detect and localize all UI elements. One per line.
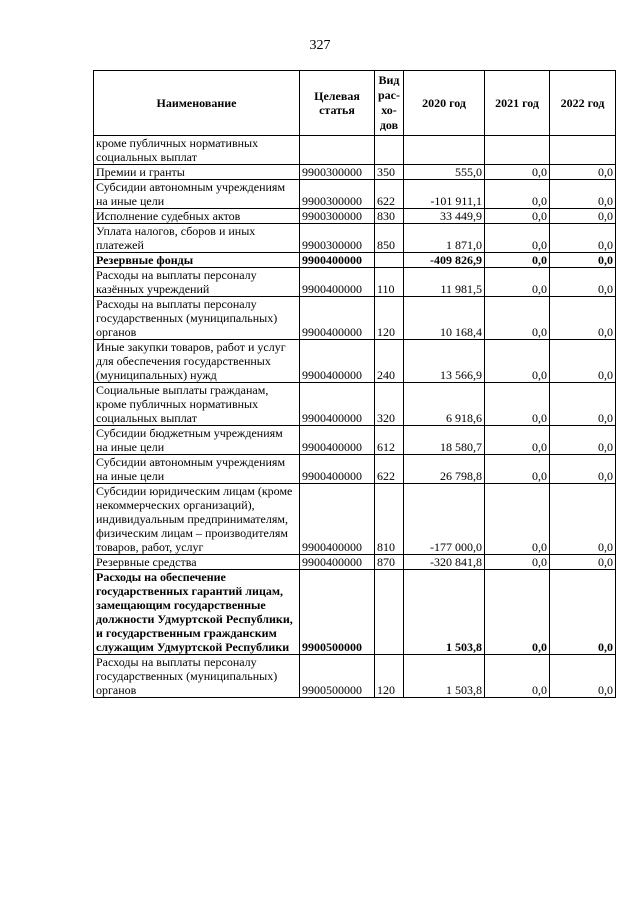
cell-2021: 0,0 <box>485 555 550 570</box>
cell-kind: 810 <box>375 484 404 555</box>
cell-target <box>300 136 375 165</box>
cell-target: 9900300000 <box>300 165 375 180</box>
cell-2022 <box>550 136 616 165</box>
cell-2022: 0,0 <box>550 455 616 484</box>
cell-kind: 830 <box>375 209 404 224</box>
cell-2021 <box>485 136 550 165</box>
table-row <box>94 655 616 698</box>
cell-2020: -101 911,1 <box>404 180 485 209</box>
cell-2020: -177 000,0 <box>404 484 485 555</box>
cell-target: 9900400000 <box>300 253 375 268</box>
cell-target: 9900400000 <box>300 383 375 426</box>
cell-2020: 1 871,0 <box>404 224 485 253</box>
cell-2022: 0,0 <box>550 555 616 570</box>
cell-2022: 0,0 <box>550 180 616 209</box>
cell-2021: 0,0 <box>485 455 550 484</box>
header-2020: 2020 год <box>404 71 485 136</box>
cell-2022: 0,0 <box>550 253 616 268</box>
table-row <box>94 165 616 180</box>
cell-name: Расходы на обеспечение государственных гарантий лицам, замещающим государственные должности Удмуртской Республики, и государственным гражданским служащим Удмуртской Республики <box>94 570 300 655</box>
cell-2022: 0,0 <box>550 426 616 455</box>
table-row <box>94 570 616 655</box>
cell-name: Исполнение судебных актов <box>94 209 300 224</box>
cell-kind: 622 <box>375 180 404 209</box>
cell-name: Расходы на выплаты персоналу государственных (муниципальных) органов <box>94 297 300 340</box>
table-row <box>94 340 616 383</box>
table-row <box>94 209 616 224</box>
cell-2020: 555,0 <box>404 165 485 180</box>
cell-kind: 870 <box>375 555 404 570</box>
cell-2021: 0,0 <box>485 383 550 426</box>
table-row <box>94 224 616 253</box>
cell-kind <box>375 136 404 165</box>
header-kind: Вид рас-хо-дов <box>375 71 404 136</box>
budget-table <box>93 70 616 698</box>
cell-2020: 26 798,8 <box>404 455 485 484</box>
cell-2021: 0,0 <box>485 268 550 297</box>
header-target: Целевая статья <box>300 71 375 136</box>
cell-2021: 0,0 <box>485 253 550 268</box>
cell-2021: 0,0 <box>485 484 550 555</box>
cell-2021: 0,0 <box>485 209 550 224</box>
table-row <box>94 136 616 165</box>
cell-kind <box>375 570 404 655</box>
cell-name: Премии и гранты <box>94 165 300 180</box>
cell-2021: 0,0 <box>485 570 550 655</box>
cell-target: 9900500000 <box>300 655 375 698</box>
cell-target: 9900300000 <box>300 224 375 253</box>
cell-2021: 0,0 <box>485 224 550 253</box>
cell-2021: 0,0 <box>485 165 550 180</box>
cell-target: 9900400000 <box>300 340 375 383</box>
page-number: 327 <box>309 38 331 53</box>
cell-name: Уплата налогов, сборов и иных платежей <box>94 224 300 253</box>
cell-2021: 0,0 <box>485 655 550 698</box>
cell-name: Субсидии автономным учреждениям на иные цели <box>94 455 300 484</box>
cell-target: 9900400000 <box>300 455 375 484</box>
cell-target: 9900400000 <box>300 297 375 340</box>
cell-2021: 0,0 <box>485 180 550 209</box>
cell-kind: 350 <box>375 165 404 180</box>
cell-target: 9900400000 <box>300 555 375 570</box>
cell-2022: 0,0 <box>550 655 616 698</box>
cell-kind <box>375 253 404 268</box>
cell-2022: 0,0 <box>550 165 616 180</box>
cell-target: 9900300000 <box>300 180 375 209</box>
cell-2021: 0,0 <box>485 426 550 455</box>
cell-2022: 0,0 <box>550 383 616 426</box>
cell-target: 9900400000 <box>300 484 375 555</box>
cell-kind: 120 <box>375 655 404 698</box>
cell-name: Субсидии автономным учреждениям на иные цели <box>94 180 300 209</box>
cell-target: 9900500000 <box>300 570 375 655</box>
cell-name: Расходы на выплаты персоналу государственных (муниципальных) органов <box>94 655 300 698</box>
header-2022: 2022 год <box>550 71 616 136</box>
cell-kind: 622 <box>375 455 404 484</box>
header-2021: 2021 год <box>485 71 550 136</box>
cell-name: Социальные выплаты гражданам, кроме публичных нормативных социальных выплат <box>94 383 300 426</box>
cell-2022: 0,0 <box>550 340 616 383</box>
cell-kind: 320 <box>375 383 404 426</box>
cell-2022: 0,0 <box>550 268 616 297</box>
table-row <box>94 297 616 340</box>
cell-name: Субсидии юридическим лицам (кроме некоммерческих организаций), индивидуальным предпринимателям, физическим лицам – производителям товаров, работ, услуг <box>94 484 300 555</box>
cell-2020: 11 981,5 <box>404 268 485 297</box>
cell-name: кроме публичных нормативных социальных выплат <box>94 136 300 165</box>
cell-name: Резервные фонды <box>94 253 300 268</box>
cell-2020: 13 566,9 <box>404 340 485 383</box>
cell-2021: 0,0 <box>485 297 550 340</box>
cell-2020: 10 168,4 <box>404 297 485 340</box>
cell-name: Резервные средства <box>94 555 300 570</box>
cell-2022: 0,0 <box>550 297 616 340</box>
cell-kind: 850 <box>375 224 404 253</box>
table-row <box>94 426 616 455</box>
cell-2020: 6 918,6 <box>404 383 485 426</box>
cell-2020: 33 449,9 <box>404 209 485 224</box>
cell-2020: 1 503,8 <box>404 570 485 655</box>
cell-2022: 0,0 <box>550 209 616 224</box>
cell-kind: 120 <box>375 297 404 340</box>
table-row <box>94 268 616 297</box>
cell-2020: -320 841,8 <box>404 555 485 570</box>
cell-2021: 0,0 <box>485 340 550 383</box>
cell-kind: 110 <box>375 268 404 297</box>
cell-target: 9900400000 <box>300 268 375 297</box>
cell-2022: 0,0 <box>550 484 616 555</box>
table-row <box>94 455 616 484</box>
cell-target: 9900400000 <box>300 426 375 455</box>
cell-2020: -409 826,9 <box>404 253 485 268</box>
cell-kind: 612 <box>375 426 404 455</box>
cell-name: Иные закупки товаров, работ и услуг для обеспечения государственных (муниципальных) нужд <box>94 340 300 383</box>
table-body <box>94 136 616 698</box>
cell-kind: 240 <box>375 340 404 383</box>
table-row <box>94 484 616 555</box>
cell-name: Субсидии бюджетным учреждениям на иные цели <box>94 426 300 455</box>
table-header-row <box>94 71 616 136</box>
cell-2020 <box>404 136 485 165</box>
table-row <box>94 253 616 268</box>
table-row <box>94 555 616 570</box>
header-name: Наименование <box>94 71 300 136</box>
cell-2020: 18 580,7 <box>404 426 485 455</box>
cell-2022: 0,0 <box>550 224 616 253</box>
table-row <box>94 180 616 209</box>
cell-2020: 1 503,8 <box>404 655 485 698</box>
cell-target: 9900300000 <box>300 209 375 224</box>
cell-name: Расходы на выплаты персоналу казённых учреждений <box>94 268 300 297</box>
cell-2022: 0,0 <box>550 570 616 655</box>
table-row <box>94 383 616 426</box>
